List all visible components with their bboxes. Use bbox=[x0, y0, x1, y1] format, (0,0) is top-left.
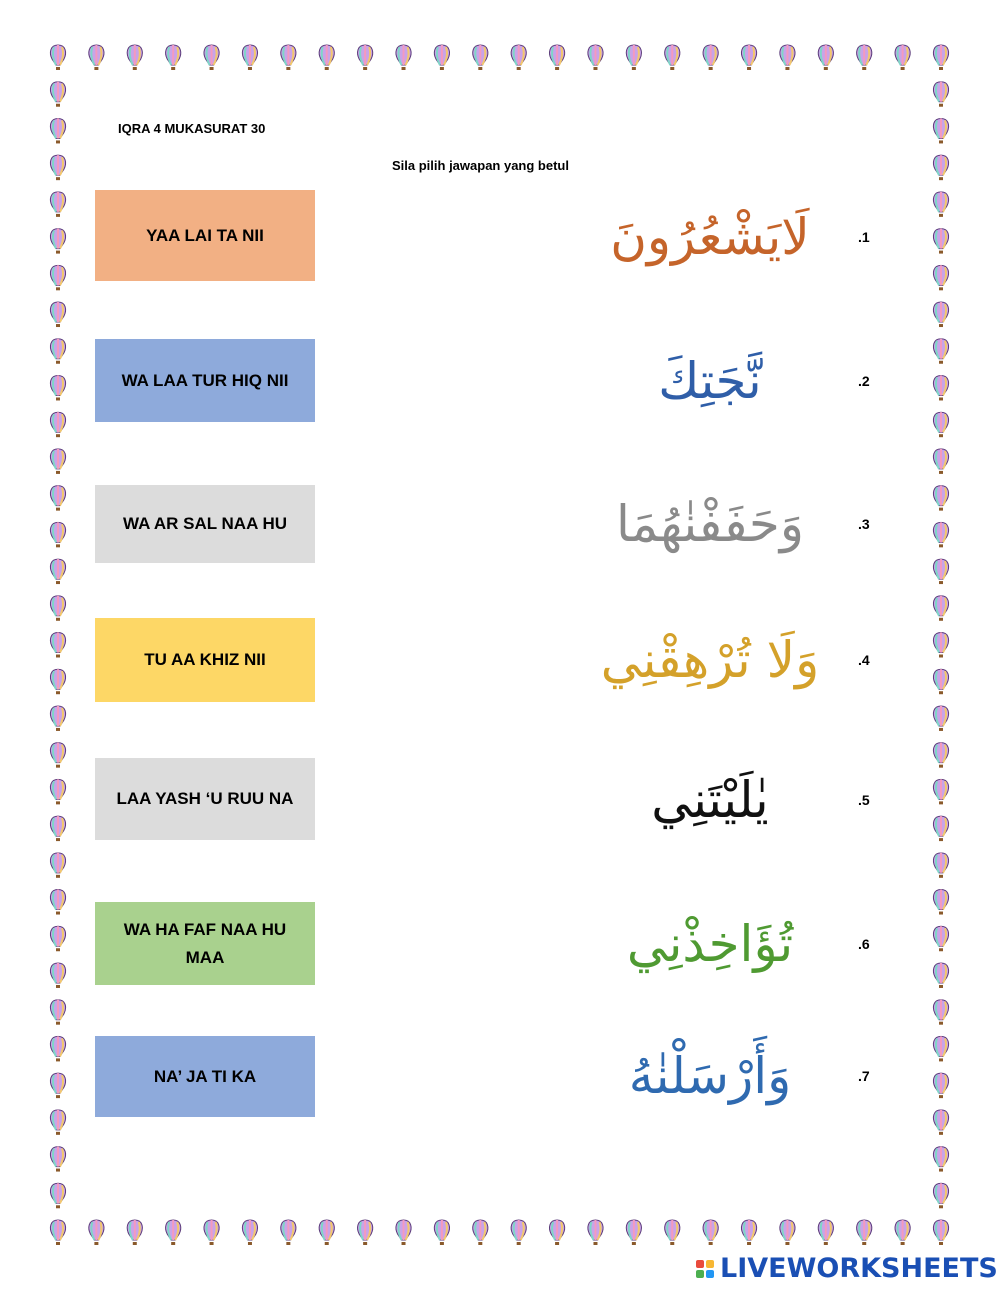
hot-air-balloon-icon bbox=[50, 1036, 65, 1061]
hot-air-balloon-icon bbox=[780, 45, 795, 70]
hot-air-balloon-icon bbox=[50, 779, 65, 804]
hot-air-balloon-icon bbox=[933, 1147, 948, 1172]
hot-air-balloon-icon bbox=[242, 45, 257, 70]
hot-air-balloon-icon bbox=[933, 1183, 948, 1208]
hot-air-balloon-icon bbox=[50, 743, 65, 768]
hot-air-balloon-icon bbox=[933, 45, 948, 70]
hot-air-balloon-icon bbox=[933, 302, 948, 327]
hot-air-balloon-icon bbox=[933, 596, 948, 621]
arabic-word-5[interactable]: يٰلَيْتَنِي bbox=[651, 771, 769, 829]
hot-air-balloon-icon bbox=[933, 229, 948, 254]
hot-air-balloon-icon bbox=[473, 1220, 488, 1245]
hot-air-balloon-icon bbox=[50, 816, 65, 841]
hot-air-balloon-icon bbox=[933, 669, 948, 694]
worksheet-title: IQRA 4 MUKASURAT 30 bbox=[118, 121, 266, 136]
hot-air-balloon-icon bbox=[933, 265, 948, 290]
hot-air-balloon-icon bbox=[50, 1147, 65, 1172]
arabic-word-1[interactable]: لَايَشْعُرُونَ bbox=[610, 208, 810, 266]
hot-air-balloon-icon bbox=[933, 1000, 948, 1025]
hot-air-balloon-icon bbox=[933, 82, 948, 107]
hot-air-balloon-icon bbox=[50, 82, 65, 107]
hot-air-balloon-icon bbox=[511, 45, 526, 70]
hot-air-balloon-icon bbox=[127, 1220, 142, 1245]
question-number-5: .5 bbox=[858, 792, 870, 808]
hot-air-balloon-icon bbox=[933, 449, 948, 474]
hot-air-balloon-icon bbox=[434, 45, 449, 70]
hot-air-balloon-icon bbox=[50, 375, 65, 400]
hot-air-balloon-icon bbox=[857, 1220, 872, 1245]
hot-air-balloon-icon bbox=[281, 45, 296, 70]
hot-air-balloon-icon bbox=[50, 118, 65, 143]
hot-air-balloon-icon bbox=[933, 706, 948, 731]
hot-air-balloon-icon bbox=[50, 192, 65, 217]
hot-air-balloon-icon bbox=[204, 45, 219, 70]
question-number-6: .6 bbox=[858, 936, 870, 952]
hot-air-balloon-icon bbox=[818, 1220, 833, 1245]
question-number-2: .2 bbox=[858, 373, 870, 389]
question-number-4: .4 bbox=[858, 652, 870, 668]
hot-air-balloon-icon bbox=[550, 45, 565, 70]
hot-air-balloon-icon bbox=[933, 1073, 948, 1098]
arabic-word-7[interactable]: وَأَرْسَلْنٰهُ bbox=[628, 1047, 792, 1105]
hot-air-balloon-icon bbox=[933, 853, 948, 878]
hot-air-balloon-icon bbox=[473, 45, 488, 70]
hot-air-balloon-icon bbox=[50, 926, 65, 951]
hot-air-balloon-icon bbox=[50, 1220, 65, 1245]
hot-air-balloon-icon bbox=[933, 963, 948, 988]
arabic-word-3[interactable]: وَحَفَفْنٰهُمَا bbox=[616, 495, 804, 553]
hot-air-balloon-icon bbox=[50, 890, 65, 915]
hot-air-balloon-icon bbox=[933, 339, 948, 364]
question-number-7: .7 bbox=[858, 1068, 870, 1084]
hot-air-balloon-icon bbox=[741, 45, 756, 70]
hot-air-balloon-icon bbox=[818, 45, 833, 70]
hot-air-balloon-icon bbox=[933, 779, 948, 804]
liveworksheets-logo bbox=[696, 1253, 998, 1284]
hot-air-balloon-icon bbox=[50, 412, 65, 437]
answer-box-1[interactable]: YAA LAI TA NII bbox=[95, 190, 315, 281]
hot-air-balloon-icon bbox=[511, 1220, 526, 1245]
hot-air-balloon-icon bbox=[50, 155, 65, 180]
hot-air-balloon-icon bbox=[933, 1036, 948, 1061]
hot-air-balloon-icon bbox=[50, 45, 65, 70]
hot-air-balloon-icon bbox=[50, 302, 65, 327]
arabic-word-4[interactable]: وَلَا تُرْهِقْنِي bbox=[600, 631, 820, 689]
hot-air-balloon-icon bbox=[933, 486, 948, 511]
hot-air-balloon-icon bbox=[933, 1220, 948, 1245]
hot-air-balloon-icon bbox=[933, 375, 948, 400]
hot-air-balloon-icon bbox=[665, 1220, 680, 1245]
brand-name: LIVEWORKSHEETS bbox=[720, 1253, 998, 1284]
hot-air-balloon-icon bbox=[50, 706, 65, 731]
question-number-1: .1 bbox=[858, 229, 870, 245]
hot-air-balloon-icon bbox=[50, 1073, 65, 1098]
hot-air-balloon-icon bbox=[933, 155, 948, 180]
hot-air-balloon-icon bbox=[50, 1110, 65, 1135]
hot-air-balloon-icon bbox=[933, 890, 948, 915]
answer-box-2[interactable]: WA LAA TUR HIQ NII bbox=[95, 339, 315, 422]
hot-air-balloon-icon bbox=[550, 1220, 565, 1245]
hot-air-balloon-icon bbox=[933, 926, 948, 951]
answer-box-3[interactable]: WA AR SAL NAA HU bbox=[95, 485, 315, 563]
hot-air-balloon-icon bbox=[933, 1110, 948, 1135]
hot-air-balloon-icon bbox=[50, 486, 65, 511]
hot-air-balloon-icon bbox=[741, 1220, 756, 1245]
hot-air-balloon-icon bbox=[396, 1220, 411, 1245]
hot-air-balloon-icon bbox=[50, 596, 65, 621]
hot-air-balloon-icon bbox=[665, 45, 680, 70]
hot-air-balloon-icon bbox=[166, 45, 181, 70]
hot-air-balloon-icon bbox=[933, 118, 948, 143]
hot-air-balloon-icon bbox=[895, 1220, 910, 1245]
hot-air-balloon-icon bbox=[933, 192, 948, 217]
hot-air-balloon-icon bbox=[89, 45, 104, 70]
hot-air-balloon-icon bbox=[933, 559, 948, 584]
hot-air-balloon-icon bbox=[50, 1000, 65, 1025]
hot-air-balloon-icon bbox=[50, 522, 65, 547]
answer-box-5[interactable]: LAA YASH ‘U RUU NA bbox=[95, 758, 315, 840]
logo-mark-icon bbox=[696, 1260, 714, 1278]
hot-air-balloon-icon bbox=[933, 743, 948, 768]
hot-air-balloon-icon bbox=[588, 45, 603, 70]
instruction-text: Sila pilih jawapan yang betul bbox=[392, 158, 569, 173]
hot-air-balloon-icon bbox=[895, 45, 910, 70]
answer-box-4[interactable]: TU AA KHIZ NII bbox=[95, 618, 315, 702]
hot-air-balloon-icon bbox=[588, 1220, 603, 1245]
hot-air-balloon-icon bbox=[50, 633, 65, 658]
hot-air-balloon-icon bbox=[50, 1183, 65, 1208]
hot-air-balloon-icon bbox=[127, 45, 142, 70]
hot-air-balloon-icon bbox=[933, 522, 948, 547]
hot-air-balloon-icon bbox=[780, 1220, 795, 1245]
hot-air-balloon-icon bbox=[358, 45, 373, 70]
hot-air-balloon-icon bbox=[50, 265, 65, 290]
hot-air-balloon-icon bbox=[242, 1220, 257, 1245]
hot-air-balloon-icon bbox=[50, 229, 65, 254]
hot-air-balloon-icon bbox=[319, 1220, 334, 1245]
hot-air-balloon-icon bbox=[434, 1220, 449, 1245]
hot-air-balloon-icon bbox=[933, 412, 948, 437]
hot-air-balloon-icon bbox=[89, 1220, 104, 1245]
arabic-word-2[interactable]: نَّجَتِكَ bbox=[658, 352, 762, 410]
hot-air-balloon-icon bbox=[703, 1220, 718, 1245]
hot-air-balloon-icon bbox=[857, 45, 872, 70]
hot-air-balloon-icon bbox=[626, 45, 641, 70]
hot-air-balloon-icon bbox=[358, 1220, 373, 1245]
hot-air-balloon-icon bbox=[166, 1220, 181, 1245]
hot-air-balloon-icon bbox=[50, 559, 65, 584]
hot-air-balloon-icon bbox=[319, 45, 334, 70]
hot-air-balloon-icon bbox=[933, 633, 948, 658]
hot-air-balloon-icon bbox=[626, 1220, 641, 1245]
hot-air-balloon-icon bbox=[204, 1220, 219, 1245]
arabic-word-6[interactable]: تُؤَاخِذْنِي bbox=[626, 915, 794, 973]
answer-box-7[interactable]: NA’ JA TI KA bbox=[95, 1036, 315, 1117]
hot-air-balloon-icon bbox=[50, 963, 65, 988]
hot-air-balloon-icon bbox=[703, 45, 718, 70]
hot-air-balloon-icon bbox=[50, 449, 65, 474]
answer-box-6[interactable]: WA HA FAF NAA HU MAA bbox=[95, 902, 315, 985]
hot-air-balloon-icon bbox=[281, 1220, 296, 1245]
hot-air-balloon-icon bbox=[396, 45, 411, 70]
hot-air-balloon-icon bbox=[933, 816, 948, 841]
hot-air-balloon-icon bbox=[50, 669, 65, 694]
hot-air-balloon-icon bbox=[50, 339, 65, 364]
hot-air-balloon-icon bbox=[50, 853, 65, 878]
question-number-3: .3 bbox=[858, 516, 870, 532]
